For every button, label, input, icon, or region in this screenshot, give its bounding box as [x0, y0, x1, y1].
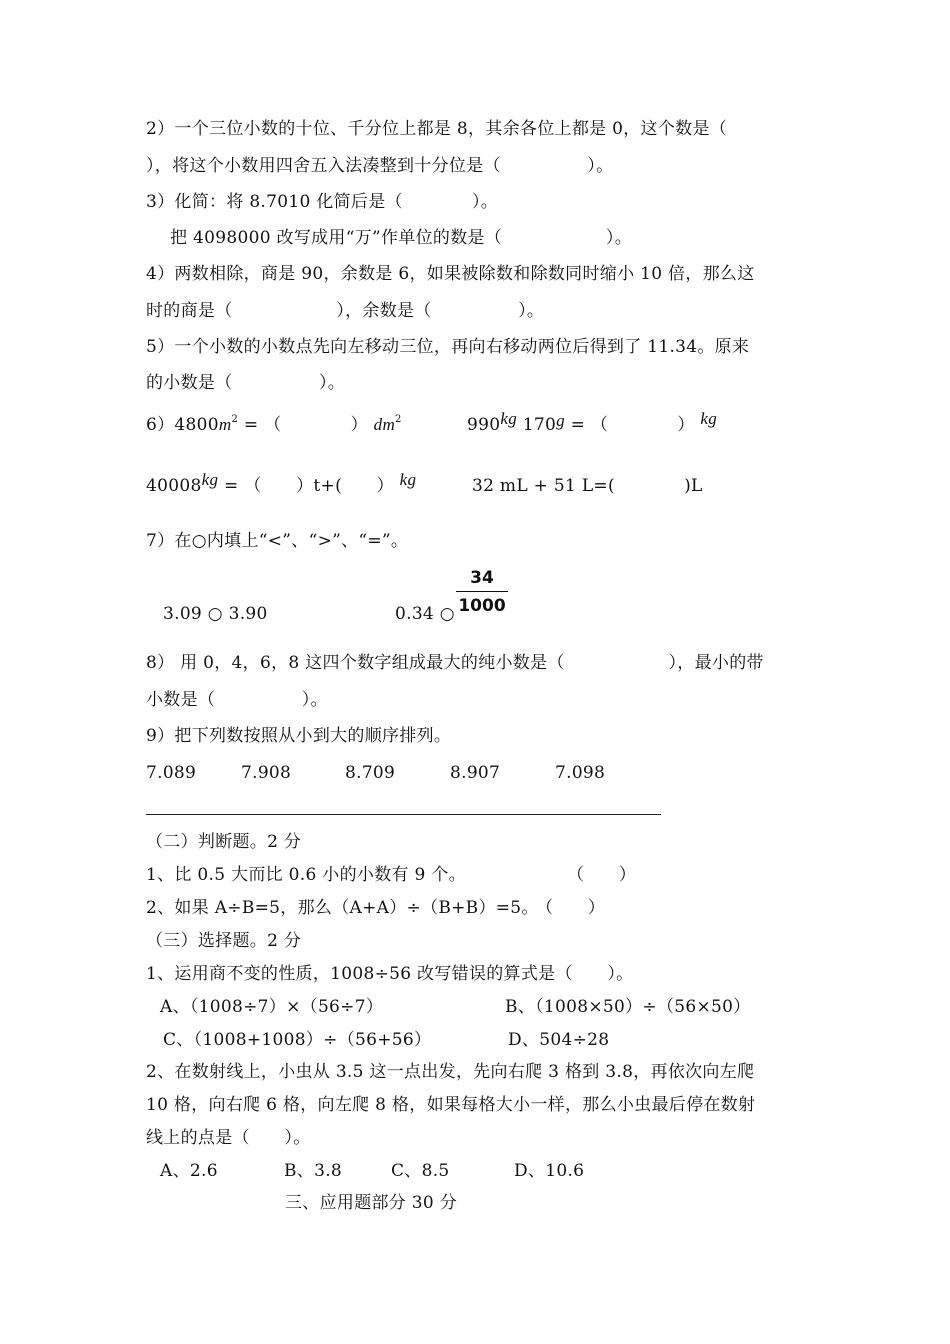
q9-title: 9）把下列数按照从小到大的顺序排列。: [146, 726, 452, 746]
q9-number: 7.098: [555, 763, 606, 783]
choice-q2-line2: 10 格，向右爬 6 格，向左爬 8 格，如果每格大小一样，那么小虫最后停在数射: [146, 1095, 756, 1115]
choice-q1: 1、运用商不变的性质，1008÷56 改写错误的算式是（ ）。: [146, 964, 634, 984]
q8-line1: 8） 用 0，4，6，8 这四个数字组成最大的纯小数是（ ），最小的带: [146, 653, 764, 673]
q9-number: 8.709: [345, 763, 396, 783]
q6-c-unit1: kg: [201, 470, 219, 489]
q7-compare-a: 3.09 ○ 3.90: [163, 604, 268, 624]
q5-line1: 5）一个小数的小数点先向左移动三位，再向右移动两位后得到了 11.34。原来: [146, 337, 750, 357]
q6-b-unit3: kg: [700, 409, 718, 428]
judge-item-1: 1、比 0.5 大而比 0.6 小的小数有 9 个。: [146, 865, 466, 885]
q6-row2-left: [146, 470, 417, 497]
choice-q2-option-b: B、3.8: [284, 1161, 343, 1181]
choice-q2-option-c: C、8.5: [391, 1161, 450, 1181]
q6-a-mid: = （ ）: [243, 415, 368, 435]
choice-q2-line1: 2、在数射线上，小虫从 3.5 这一点出发，先向右爬 3 格到 3.8，再依次向左爬: [146, 1062, 755, 1082]
q9-number: 7.908: [241, 763, 292, 783]
q9-number: 7.089: [146, 763, 197, 783]
q6-c-prefix: 40008: [146, 476, 202, 496]
judge-item-2-answer: （ ）: [536, 898, 606, 918]
q6-b-num1: 990: [467, 415, 501, 435]
q6-b-mid: = （ ）: [570, 415, 695, 435]
q6-d-text: 32 mL + 51 L=( )L: [472, 476, 703, 496]
q6-a-exp2: 2: [395, 414, 402, 425]
answer-line: [146, 814, 661, 815]
q5-line2: 的小数是（ ）。: [146, 373, 346, 393]
choice-q2-option-d: D、10.6: [514, 1161, 585, 1181]
q2-line2: ），将这个小数用四舍五入法凑整到十分位是（ ）。: [146, 156, 614, 176]
choice-q1-option-a: A、（1008÷7）×（56÷7）: [160, 997, 384, 1017]
q4-line2: 时的商是（ ），余数是（ ）。: [146, 301, 545, 321]
fraction-bar: [456, 591, 508, 592]
q6-b-unit1: kg: [500, 409, 518, 428]
q6-row1-left: [146, 414, 402, 439]
q6-b-num2: 170: [522, 415, 557, 435]
judge-title: （二）判断题。2 分: [146, 832, 302, 852]
choice-q2-line3: 线上的点是（ ）。: [146, 1128, 311, 1148]
q2-line1: 2）一个三位小数的十位、千分位上都是 8，其余各位上都是 0，这个数是（: [146, 119, 728, 139]
q6-a-prefix: 6）4800: [146, 415, 219, 435]
q3-line2: 把 4098000 改写成用“万”作单位的数是（ ）。: [170, 228, 632, 248]
q6-a-unit: m: [218, 415, 232, 434]
q7-title: 7）在○内填上“<”、“>”、“=”。: [146, 531, 409, 551]
judge-item-1-answer: （ ）: [567, 865, 637, 885]
q6-a-unit2: dm: [373, 415, 396, 434]
q6-row1-right: [467, 409, 718, 436]
q6-c-mid: = （ ）t+( ）: [223, 476, 394, 496]
q6-c-unit2: kg: [399, 470, 417, 489]
fraction-denominator: 1000: [458, 596, 506, 616]
choice-q1-option-d: D、504÷28: [508, 1030, 610, 1050]
q9-number: 8.907: [450, 763, 501, 783]
section3-title: 三、应用题部分 30 分: [285, 1193, 458, 1213]
choice-title: （三）选择题。2 分: [146, 931, 302, 951]
q7-fraction: [456, 567, 508, 617]
q4-line1: 4）两数相除，商是 90，余数是 6，如果被除数和除数同时缩小 10 倍，那么这: [146, 264, 755, 284]
q8-line2: 小数是（ ）。: [146, 690, 328, 710]
choice-q2-option-a: A、2.6: [160, 1161, 218, 1181]
q7-compare-b: 0.34 ○: [395, 604, 455, 624]
q3-line1: 3）化简：将 8.7010 化简后是（ ）。: [146, 192, 499, 212]
q6-b-unit2: g: [556, 411, 565, 430]
judge-item-2: 2、如果 A÷B=5，那么（A+A）÷（B+B）=5。: [146, 898, 539, 918]
q6-a-exp: 2: [231, 414, 239, 425]
fraction-numerator: 34: [470, 568, 494, 588]
choice-q1-option-c: C、（1008+1008）÷（56+56）: [163, 1030, 432, 1050]
choice-q1-option-b: B、（1008×50）÷（56×50）: [505, 997, 751, 1017]
